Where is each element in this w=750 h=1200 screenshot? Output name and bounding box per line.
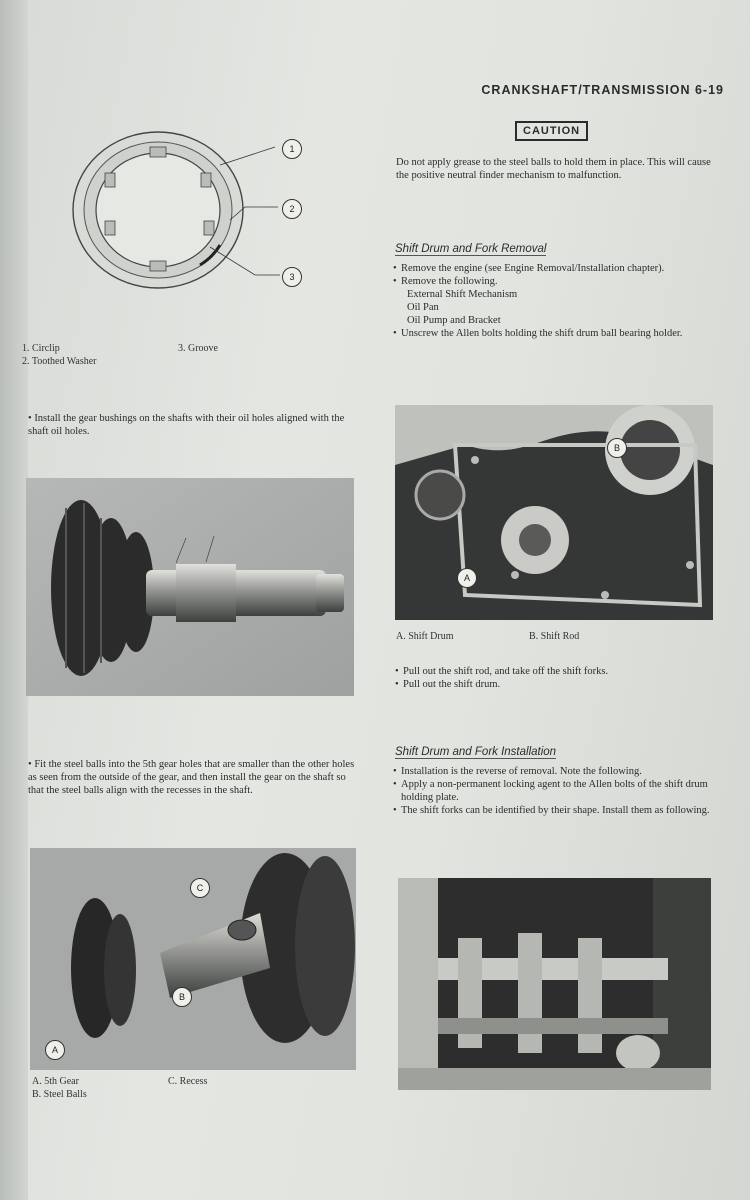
photo3-caption-a: A. Shift Drum <box>396 631 454 642</box>
pull-step: • Pull out the shift rod, and take off the shift forks. <box>395 665 715 678</box>
installation-step: • Apply a non-permanent locking agent to the Allen bolts of the shift drum holding plate. <box>393 778 718 804</box>
photo2-caption-b: B. Steel Balls <box>32 1089 87 1100</box>
recess-callout-c: C <box>190 878 210 898</box>
removal-steps <box>393 262 718 340</box>
diagram-legend-3: 3. Groove <box>178 343 218 354</box>
removal-section-title: Shift Drum and Fork Removal <box>395 243 547 255</box>
installation-intro: • Installation is the reverse of removal. Note the following. <box>393 765 718 778</box>
installation-step: • The shift forks can be identified by their shape. Install them as following. <box>393 804 718 817</box>
gear-shaft-photo <box>26 478 354 696</box>
diagram-callout-2: 2 <box>282 199 302 219</box>
removal-step: • Remove the following. <box>393 275 718 288</box>
shift-drum-photo <box>395 405 713 620</box>
bushing-note: • Install the gear bushings on the shafts with their oil holes aligned with the shaft oil holes. <box>28 413 345 437</box>
removal-step: • Remove the engine (see Engine Removal/Installation chapter). <box>393 262 718 275</box>
page-heading: CRANKSHAFT/TRANSMISSION 6-19 <box>481 83 724 97</box>
photo2-caption-a: A. 5th Gear <box>32 1076 79 1087</box>
installation-section-title: Shift Drum and Fork Installation <box>395 746 557 758</box>
shift-forks-photo <box>398 878 711 1090</box>
removal-step: • Unscrew the Allen bolts holding the shift drum ball bearing holder. <box>393 327 718 340</box>
pull-steps <box>395 665 715 691</box>
pull-step: • Pull out the shift drum. <box>395 678 715 691</box>
diagram-legend-2: 2. Toothed Washer <box>22 356 97 367</box>
caution-text: Do not apply grease to the steel balls to hold them in place. This will cause the positive neutral finder mechanism to malfunction. <box>396 157 711 181</box>
photo3-caption-b: B. Shift Rod <box>529 631 580 642</box>
steel-ball-note: • Fit the steel balls into the 5th gear holes that are smaller than the other holes as seen from the outside of the gear, and then install the gear on the shaft so that the steel balls align with the recesses in the shaft. <box>28 759 355 796</box>
shift-drum-callout-a: A <box>457 568 477 588</box>
diagram-callout-1: 1 <box>282 139 302 159</box>
fifth-gear-callout-a: A <box>45 1040 65 1060</box>
removal-sub-item: External Shift Mechanism <box>407 289 518 300</box>
photo2-caption-c: C. Recess <box>168 1076 208 1087</box>
shift-rod-callout-b: B <box>607 438 627 458</box>
installation-steps <box>393 765 718 817</box>
caution-label: CAUTION <box>515 121 588 141</box>
page-binding-edge <box>0 0 28 1200</box>
removal-sub-item: Oil Pump and Bracket <box>407 315 501 326</box>
steel-balls-callout-b: B <box>172 987 192 1007</box>
diagram-legend-1: 1. Circlip <box>22 343 60 354</box>
removal-sub-item: Oil Pan <box>407 302 439 313</box>
diagram-callout-3: 3 <box>282 267 302 287</box>
